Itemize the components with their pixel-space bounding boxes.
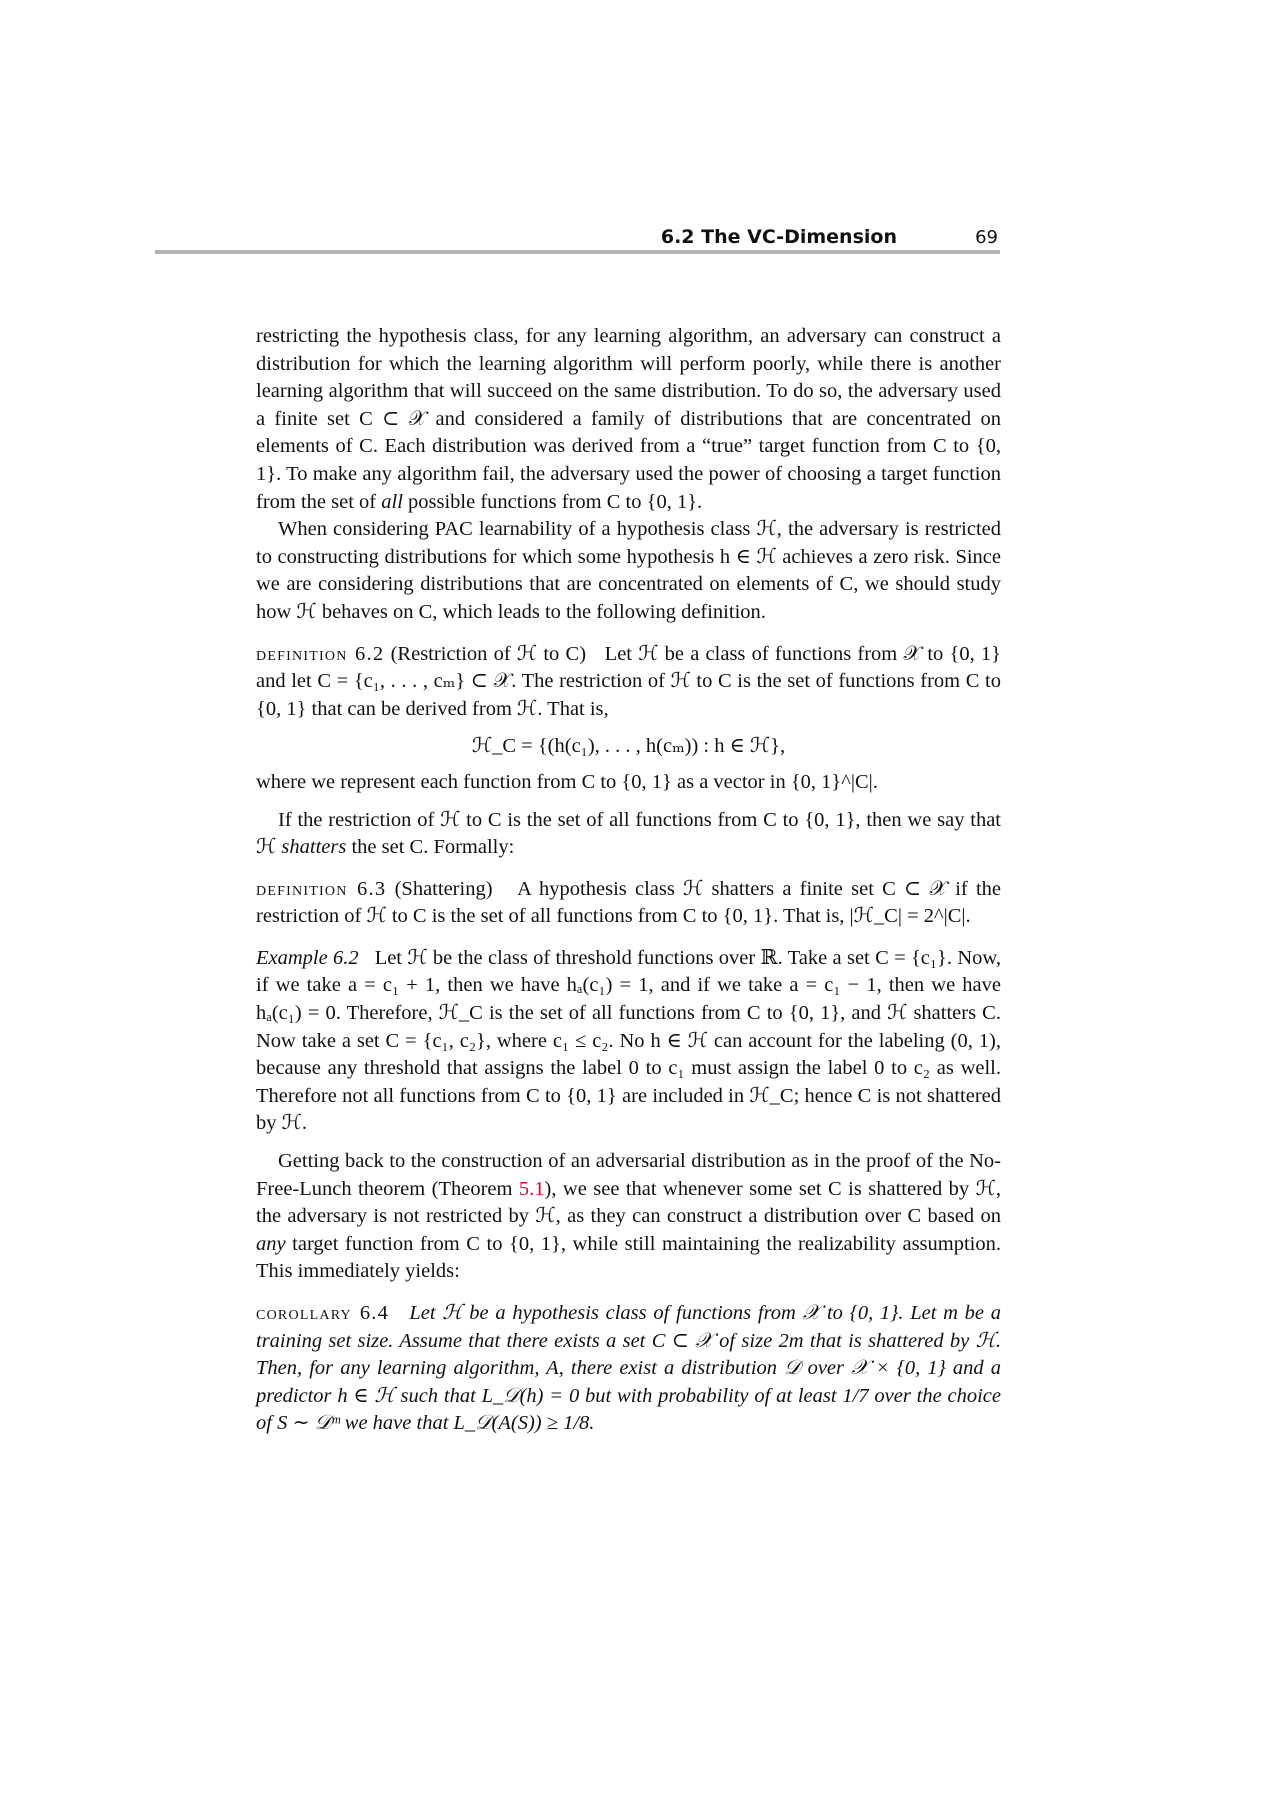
example-label: Example 6.2	[256, 946, 359, 969]
theorem-reference-link[interactable]: 5.1	[518, 1177, 545, 1200]
emphasis-any: any	[256, 1232, 286, 1255]
paragraph-shatters: If the restriction of ℋ to C is the set of all functions from C to {0, 1}, then we say that ℋ shatters the set C. Formally:	[256, 808, 1001, 859]
page-body	[256, 323, 1001, 1438]
emphasis-all: all	[381, 490, 403, 513]
definition-body: Let ℋ be a class of functions from 𝒳 to {0, 1} and let C = {c₁, . . . , cₘ} ⊂ 𝒳. The restriction of ℋ to C is the set of functions from C to {0, 1} that can be derived from ℋ. That is,	[256, 642, 1001, 720]
page-number: 69	[975, 227, 998, 248]
corollary-6-4	[256, 1300, 1001, 1438]
section-title: 6.2 The VC-Dimension	[660, 226, 897, 248]
paragraph-pac-learnability: When considering PAC learnability of a hypothesis class ℋ, the adversary is restricted to constructing distributions for which some hypothesis h ∈ ℋ achieves a zero risk. Since we are considering distributions that are concentrated on elements of C, we should study how ℋ behaves on C, which leads to the following definition.	[256, 518, 1001, 623]
example-6-2	[256, 945, 1001, 1138]
definition-body: A hypothesis class ℋ shatters a finite set C ⊂ 𝒳 if the restriction of ℋ to C is the set of all functions from C to {0, 1}. That is, |ℋ_C| = 2^|C|.	[256, 877, 1002, 928]
definition-6-3	[256, 876, 1001, 931]
display-equation: ℋ_C = {(h(c₁), . . . , h(cₘ)) : h ∈ ℋ},	[471, 735, 786, 758]
emphasis-shatters: shatters	[281, 836, 347, 859]
definition-title: (Restriction of ℋ to C)	[384, 642, 587, 665]
corollary-body: Let ℋ be a hypothesis class of functions from 𝒳 to {0, 1}. Let m be a training set size. Assume that there exists a set C ⊂ 𝒳 of size 2m that is shattered by ℋ. Then, for any learning algorithm, A, there exist a distribution 𝒟 over 𝒳 × {0, 1} and a predictor h ∈ ℋ such that L_𝒟(h) = 0 but with probability of at least 1/7 over the choice of S ∼ 𝒟ᵐ we have that L_𝒟(A(S)) ≥ 1/8.	[256, 1302, 1002, 1435]
example-body: Let ℋ be the class of threshold functions over ℝ. Take a set C = {c₁}. Now, if we take a = c₁ + 1, then we have hₐ(c₁) = 1, and if we take a = c₁ − 1, then we have hₐ(c₁) = 0. Therefore, ℋ_C is the set of all functions from C to {0, 1}, and ℋ shatters C. Now take a set C = {c₁, c₂}, where c₁ ≤ c₂. No h ∈ ℋ can account for the labeling (0, 1), because any threshold that assigns the label 0 to c₁ must assign the label 0 to c₂ as well. Therefore not all functions from C to {0, 1} are included in ℋ_C; hence C is not shattered by ℋ.	[256, 946, 1001, 1135]
definition-6-2-continuation: where we represent each function from C to {0, 1} as a vector in {0, 1}^|C|.	[256, 770, 878, 793]
corollary-label: corollary 6.4	[256, 1302, 390, 1324]
definition-title: (Shattering)	[386, 877, 493, 900]
paragraph-no-free-lunch: Getting back to the construction of an adversarial distribution as in the proof of the No-Free-Lunch theorem (Theorem 5.1), we see that whenever some set C is shattered by ℋ, the adversary is not restricted by ℋ, as they can construct a distribution over C based on any target function from C to {0, 1}, while still maintaining the realizability assumption. This immediately yields:	[256, 1150, 1001, 1283]
definition-label: definition 6.2	[256, 642, 385, 665]
running-header	[155, 218, 1000, 254]
definition-6-2	[256, 641, 1001, 724]
definition-label: definition 6.3	[256, 877, 387, 900]
paragraph-continuation: restricting the hypothesis class, for any learning algorithm, an adversary can construct a distribution for which the learning algorithm will perform poorly, while there is another learning algorithm that will succeed on the same distribution. To do so, the adversary used a finite set C ⊂ 𝒳 and considered a family of distributions that are concentrated on elements of C. Each distribution was derived from a “true” target function from C to {0, 1}. To make any algorithm fail, the adversary used the power of choosing a target function from the set of all possible functions from C to {0, 1}.	[256, 325, 1001, 513]
